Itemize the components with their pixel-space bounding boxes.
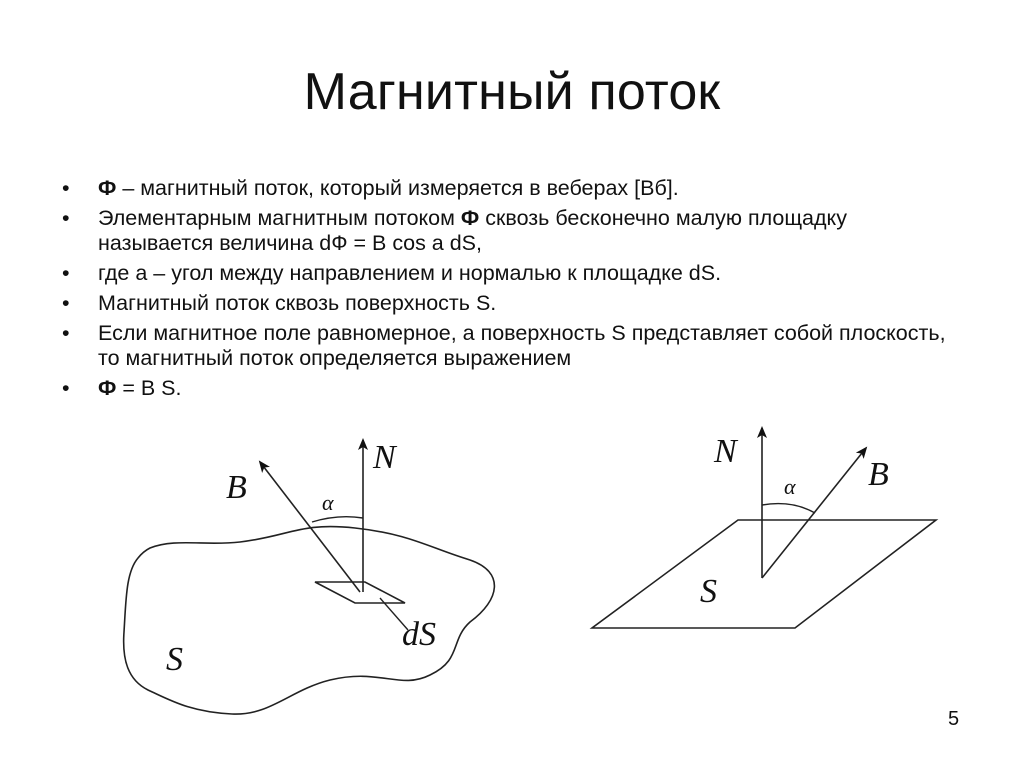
page-number: 5 [948, 708, 960, 730]
label-s: S [700, 573, 717, 610]
bullet-item-angle-definition [62, 261, 962, 286]
label-n: N [373, 439, 396, 476]
flat-plane-diagram [560, 420, 980, 670]
area-element-patch [315, 582, 405, 603]
surface-outline [124, 527, 495, 715]
bullet-item-elementary-flux [62, 206, 962, 256]
label-n: N [714, 433, 737, 470]
plane-outline [592, 520, 936, 628]
label-alpha: α [322, 490, 334, 515]
bullet-marker: • [62, 376, 70, 400]
bullet-text: Если магнитное поле равномерное, а поверхность S представляет собой плоскость, то магнитный поток определяется выражением [98, 321, 946, 370]
bullet-text: – магнитный поток, который измеряется в веберах [Вб]. [116, 176, 679, 200]
bullet-bold-symbol: Ф [460, 206, 480, 230]
bullet-marker: • [62, 261, 70, 285]
label-alpha: α [784, 474, 796, 499]
bullet-bold-symbol: Ф [98, 376, 117, 400]
bullet-list [62, 176, 962, 406]
bullet-text: Элементарным магнитным потоком [98, 206, 461, 230]
bullet-marker: • [62, 176, 70, 200]
curved-surface-diagram [0, 420, 520, 740]
bullet-text: где a – угол между направлением и нормалью к площадке dS. [98, 261, 722, 285]
bullet-marker: • [62, 291, 70, 315]
label-b: B [226, 469, 247, 506]
bullet-item-flux-definition [62, 176, 962, 201]
label-s: S [166, 641, 183, 678]
bullet-item-uniform-field [62, 321, 962, 371]
bullet-item-formula [62, 376, 962, 401]
label-ds: dS [402, 616, 436, 653]
angle-arc [312, 517, 363, 522]
bullet-marker: • [62, 321, 70, 345]
label-b: B [868, 456, 889, 493]
bullet-item-surface-flux [62, 291, 962, 316]
angle-arc [762, 504, 815, 513]
bullet-text: сквозь бесконечно малую площадку называется величина dФ = B cos a dS, [98, 206, 847, 255]
bullet-text: Магнитный поток сквозь поверхность S. [98, 291, 497, 315]
bullet-text: = B S. [116, 376, 182, 400]
bullet-marker: • [62, 206, 70, 230]
bullet-bold-symbol: Ф [98, 176, 117, 200]
slide-title: Магнитный поток [303, 63, 721, 121]
